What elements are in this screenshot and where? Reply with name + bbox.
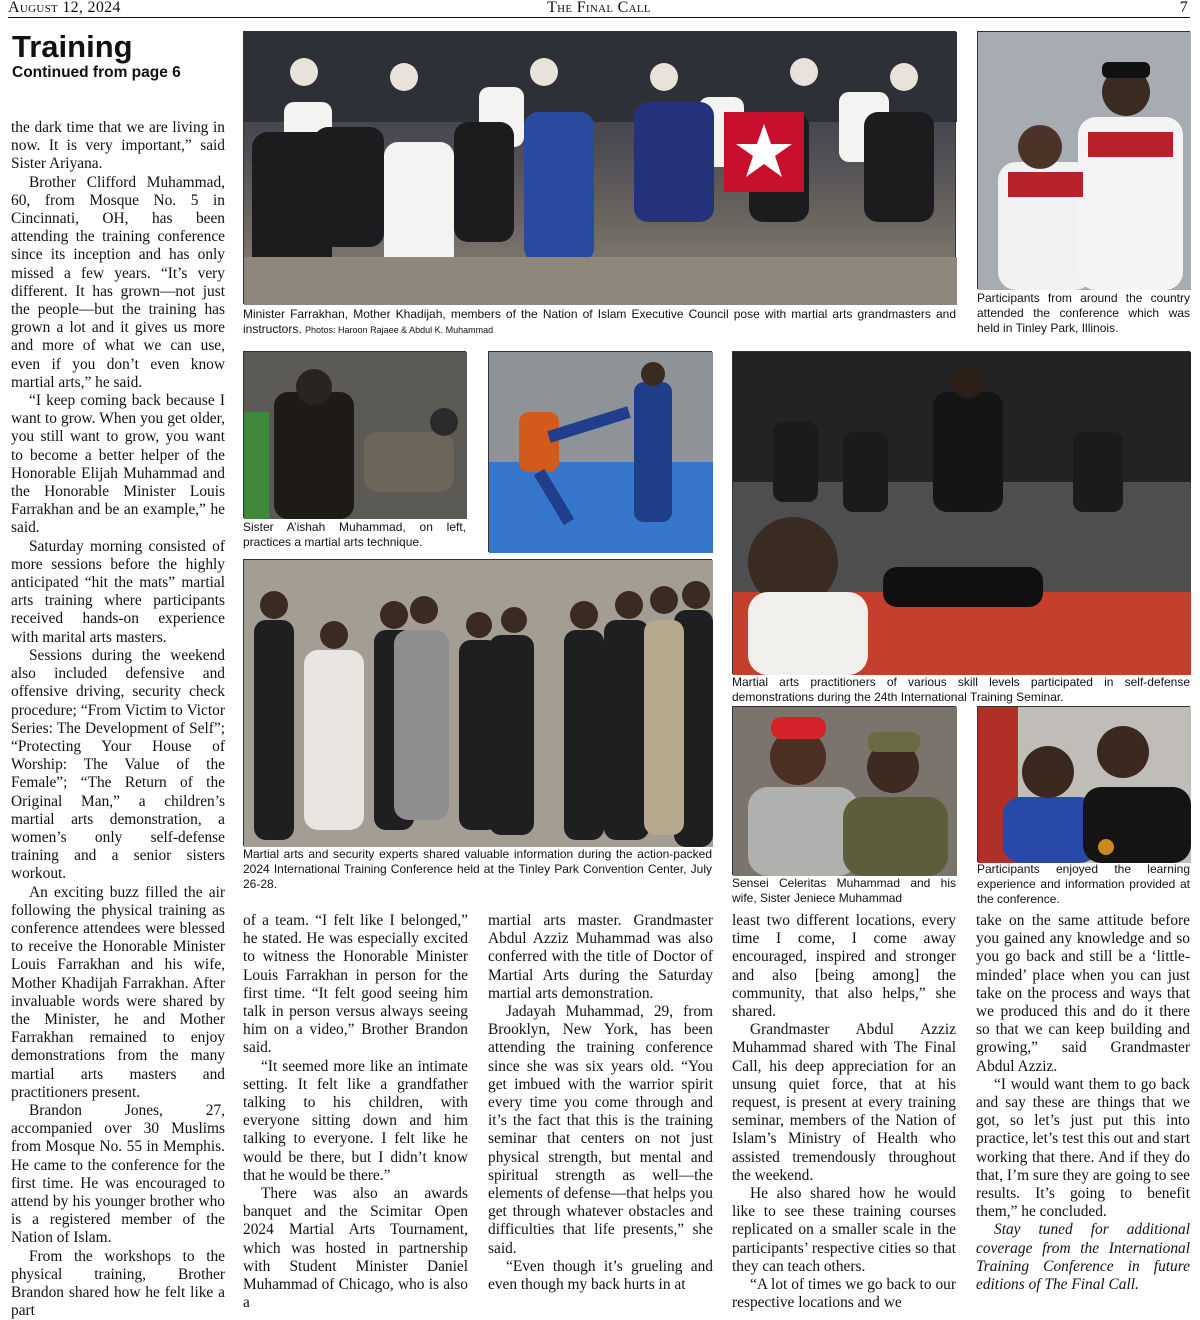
photo-caption-self-defense [732,675,1190,705]
couple-photo-illustration [978,32,1191,290]
photo-caption-experts [243,847,712,892]
paragraph: “A lot of times we go back to our respective locations and we [732,1276,956,1312]
paragraph: least two different locations, every time I come, I come away encouraged, inspired and stronger and also [being among] the community, that also helps,” she shared. [732,912,956,1021]
paragraph: An exciting buzz filled the air following the physical training as conference attendees were blessed to receive the Honorable Minister Louis Farrakhan and his wife, Mother Khadijah Farrakhan. After invaluable words were shared by the Minister, he and Mother Farrakhan remained to enjoy demonstrations from the many martial arts masters and practitioners present. [11,883,225,1101]
paragraph: “It seemed more like an intimate setting. It felt like a grandfather talking to his children, with everyone sitting down and him talking to everyone. I felt like he would be there, but I didn’t know that he would be there.” [243,1057,468,1184]
paragraph: From the workshops to the physical training, Brother Brandon shared how he felt like a part [11,1247,225,1320]
photo-sparring-kick [488,351,712,552]
article-column-2 [243,912,468,1312]
technique-photo-illustration [244,352,467,519]
caption-text: Martial arts and security experts shared valuable information during the action-packed 2024 International Training Conference held at the Tinley Park Convention Center, July 26-28. [243,847,712,891]
paragraph: He also shared how he would like to see these training courses replicated on a smaller scale in the participants’ respective cities so that they can teach others. [732,1185,956,1275]
photo-credit: Photos: Haroon Rajaee & Abdul K. Muhammad [305,325,494,335]
experts-photo-illustration [244,560,713,847]
paragraph: of a team. “I felt like I belonged,” he stated. He was especially excited to witness the Honorable Minister Louis Farrakhan in person for the first time. “It felt good seeing him talk in person versus always seeing him on a video,” Brother Brandon said. [243,912,468,1057]
paragraph: Jadayah Muhammad, 29, from Brooklyn, New York, has been attending the training conference since she was six years old. “You get imbued with the warrior spirit every time you come through and it’s the fact that this is the training seminar that centers on not just physical strength, but mental and spiritual strength as well—the elements of defense—that helps you get through whatever obstacles and difficulties that life presents,” she said. [488,1003,713,1257]
caption-text: Participants enjoyed the learning experience and information provided at the conference. [977,862,1190,906]
article-column-5 [976,912,1190,1294]
sensei-photo-illustration [733,707,957,876]
paragraph: the dark time that we are living in now. It is very important,” said Sister Ariyana. [11,119,225,173]
continued-from-label: Continued from page 6 [12,64,181,81]
page-header [8,0,1190,18]
caption-text: Participants from around the country attended the conference which was held in Tinley Park, Illinois. [977,291,1190,335]
paragraph: take on the same attitude before you gained any knowledge and so you go back and still be a ‘little-minded’ place when you can just take on the process and ways that we produced this and do it there so that we can keep building and growing,” said Grandmaster Abdul Azziz. [976,912,1190,1075]
paragraph: martial arts master. Grandmaster Abdul Azziz Muhammad was also conferred with the title of Doctor of Martial Arts during the Saturday martial arts demonstration. [488,912,713,1002]
paragraph: Brandon Jones, 27, accompanied over 30 Muslims from Mosque No. 55 in Memphis. He came to the conference for the first time. He was encouraged to attend by his younger brother who is a registered member of the Nation of Islam. [11,1101,225,1247]
photo-group-grandmasters [243,31,956,304]
group-photo-illustration [244,32,957,305]
photo-self-defense-demo [732,351,1190,674]
photo-sister-aishah [243,351,466,518]
enjoyed-photo-illustration [978,707,1191,863]
paragraph: Saturday morning consisted of more sessions before the highly anticipated “hit the mats” martial arts training where participants received hands-on experience with marital arts masters. [11,537,225,646]
closing-note: Stay tuned for additional coverage from the International Training Conference in future editions of The Final Call. [976,1221,1190,1294]
issue-date: August 12, 2024 [8,0,121,16]
page-number: 7 [1179,0,1188,16]
headline-title: Training [12,29,133,64]
paragraph: Sessions during the weekend also included defensive and offensive driving, security check procedure; “From Victim to Victor Series: The Development of Self”; “Protecting Your House of Worship: The Value of the Female”; “The Return of the Original Man,” a children’s martial arts demonstration, a women’s only self-defense training and a senior sisters workout. [11,646,225,883]
photo-sensei-celeritas [732,706,956,875]
photo-caption-sensei [732,876,956,906]
photo-participants-enjoyed [977,706,1190,862]
article-column-1 [11,119,225,1320]
caption-text: Sensei Celeritas Muhammad and his wife, Sister Jeniece Muhammad [732,876,956,905]
article-column-4 [732,912,956,1312]
paragraph: Grandmaster Abdul Azziz Muhammad shared with The Final Call, his deep appreciation for an unsung quiet force, that at his request, is present at every training seminar, members of the Nation of Islam’s Ministry of Health who assisted tremendously throughout the weekend. [732,1021,956,1184]
caption-text: Minister Farrakhan, Mother Khadijah, members of the Nation of Islam Executive Council pose with martial arts grandmasters and instructors. [243,307,956,336]
photo-participants-couple [977,31,1190,289]
newspaper-name: The Final Call [547,0,651,16]
sparring-photo-illustration [489,352,713,553]
demo-photo-illustration [733,352,1191,675]
photo-caption-group [243,307,956,338]
caption-text: Sister A’ishah Muhammad, on left, practices a martial arts technique. [243,520,466,549]
photo-caption-participants [977,291,1190,336]
paragraph: “I keep coming back because I want to grow. When you get older, you still want to grow, you want to become a better helper of the Honorable Elijah Muhammad and the Honorable Minister Louis Farrakhan and be an example,” he said. [11,392,225,537]
caption-text: Martial arts practitioners of various skill levels participated in self-defense demonstrations during the 24th International Training Seminar. [732,675,1190,704]
photo-caption-enjoyed [977,862,1190,907]
article-headline [12,30,232,82]
paragraph: “Even though it’s grueling and even though my back hurts in at [488,1257,713,1294]
paragraph: “I would want them to go back and say these are things that we got, so let’s just put this into practice, let’s test this out and start working that there. And if they do that, I’m sure they are going to see results. It’s going to benefit them,” he concluded. [976,1075,1190,1221]
photo-security-experts [243,559,712,846]
article-column-3 [488,912,713,1294]
photo-caption-aishah [243,520,466,550]
paragraph: Brother Clifford Muhammad, 60, from Mosque No. 5 in Cincinnati, OH, has been attending the training conference since its inception and has only missed a few years. “It’s very different. It has grown—not just the people—but the training has grown a lot and it gives us more and more of what we can use, even if you don’t even know martial arts,” he said. [11,173,225,391]
paragraph: There was also an awards banquet and the Scimitar Open 2024 Martial Arts Tournament, which was hosted in partnership with Student Minister Daniel Muhammad of Chicago, who is also a [243,1185,468,1312]
